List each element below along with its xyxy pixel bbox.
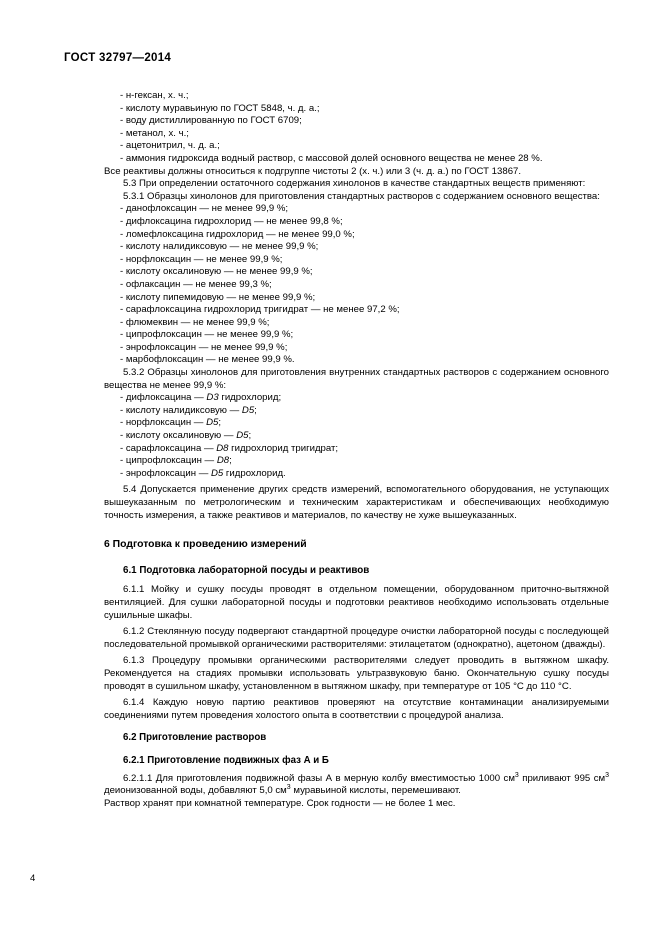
- clause-6-1-2: 6.1.2 Стеклянную посуду подвергают стандартной процедуре очистки лабораторной посуды с последующей последовательной промывкой органическими растворителями: этилацетатом (однократно), ацетоном (дважды).: [104, 626, 609, 650]
- list-item: - флюмеквин — не менее 99,9 %;: [120, 316, 270, 328]
- isotope-label: D5: [206, 417, 219, 429]
- list-item: [104, 417, 609, 430]
- page-number: 4: [30, 873, 36, 884]
- list-item-text-tail: гидрохлорид;: [218, 392, 282, 404]
- list-item: [104, 430, 609, 443]
- list-item: - офлаксацин — не менее 99,3 %;: [120, 278, 272, 290]
- superscript-cubic: 3: [605, 771, 609, 779]
- subsection-heading-6-2: 6.2 Приготовление растворов: [123, 732, 267, 744]
- list-item: - данофлоксацин — не менее 99,9 %;: [120, 203, 289, 215]
- list-item-text-tail: ;: [218, 417, 222, 429]
- clause-6-1-1: 6.1.1 Мойку и сушку посуды проводят в отдельном помещении, оборудованном приточно-вытяжной вентиляцией. Для сушки лабораторной посуды и подготовки реактивов необходимо использовать отдельные сушильные шкафы.: [104, 584, 609, 621]
- subsection-heading-6-1: 6.1 Подготовка лабораторной посуды и реактивов: [123, 564, 370, 576]
- list-item-text-tail: гидрохлорид.: [223, 467, 286, 479]
- clause-6-1-3: 6.1.3 Процедуру промывки органическими растворителями следует проводить в вытяжном шкафу. Рекомендуется на стадиях промывки использовать ультразвуковую баню. Окончательную сушку посуды проводят в сушильном шкафу, установленном в вытяжном шкафу, при температуре от 105 °С до 110 °С.: [104, 655, 609, 692]
- list-item: [104, 443, 609, 456]
- list-item: [104, 405, 609, 418]
- list-item: [104, 392, 609, 405]
- list-item-text: - энрофлоксацин —: [120, 467, 211, 479]
- list-item-text-tail: ;: [229, 455, 232, 467]
- list-item-text: - норфлоксацин —: [120, 417, 207, 429]
- list-item: - норфлоксацин — не менее 99,9 %;: [120, 253, 283, 265]
- clause-text-b: приливают 995 см: [518, 772, 606, 784]
- list-item: - воду дистиллированную по ГОСТ 6709;: [120, 115, 302, 127]
- isotope-label: D5: [241, 404, 255, 416]
- list-item: - кислоту муравьиную по ГОСТ 5848, ч. д. а.;: [120, 102, 320, 114]
- clause-6-1-4: 6.1.4 Каждую новую партию реактивов проверяют на отсутствие контаминации анализируемыми соединениями путем проведения холостого опыта в соответствии с процедурой анализа.: [104, 697, 609, 721]
- list-item: - н-гексан, х. ч.;: [120, 90, 189, 101]
- list-item: - энрофлоксацин — не менее 99,9 %;: [120, 341, 288, 353]
- superscript-cubic: 3: [286, 783, 291, 791]
- list-item-text: - дифлоксацина —: [120, 392, 207, 404]
- list-item: - дифлоксацина гидрохлорид — не менее 99,8 %;: [120, 215, 343, 227]
- list-item: [104, 455, 609, 468]
- storage-note: Раствор хранят при комнатной температуре. Срок годности — не более 1 мес.: [104, 797, 456, 809]
- list-item: - ломефлоксацина гидрохлорид — не менее 99,0 %;: [120, 228, 355, 240]
- list-item: - метанол, х. ч.;: [120, 127, 189, 139]
- subsection-heading-6-2-1: 6.2.1 Приготовление подвижных фаз А и Б: [123, 754, 329, 766]
- list-item-text: - кислоту оксалиновую —: [120, 430, 237, 442]
- list-item: - кислоту пипемидовую — не менее 99,9 %;: [120, 291, 316, 303]
- clause-text-a: 6.2.1.1 Для приготовления подвижной фазы А в мерную колбу вместимостью 1000 см: [123, 772, 515, 784]
- list-item-text-tail: гидрохлорид тригидрат;: [228, 442, 339, 454]
- list-item-text: - кислоту налидиксовую —: [120, 404, 242, 416]
- clause-5-3: 5.3 При определении остаточного содержания хинолонов в качестве стандартных веществ применяют:: [123, 178, 586, 190]
- list-item: - кислоту налидиксовую — не менее 99,9 %;: [120, 241, 319, 253]
- paragraph-purity-note: Все реактивы должны относиться к подгруппе чистоты 2 (х. ч.) или 3 (ч. д. а.) по ГОСТ 13867.: [104, 165, 522, 177]
- page-title: ГОСТ 32797—2014: [64, 52, 172, 64]
- list-item-text: - сарафлоксацина —: [120, 442, 217, 454]
- clause-6-2-1-1: [104, 773, 609, 798]
- list-item: [104, 468, 609, 481]
- list-item: - марбофлоксацин — не менее 99,9 %.: [120, 354, 295, 366]
- list-item: - сарафлоксацина гидрохлорид тригидрат — не менее 97,2 %;: [120, 304, 400, 316]
- clause-text-d: муравьиной кислоты, перемешивают.: [290, 785, 461, 797]
- document-body: [104, 90, 609, 810]
- isotope-label: D8: [216, 442, 229, 454]
- clause-5-4: 5.4 Допускается применение других средств измерений, вспомогательного оборудования, не уступающих вышеуказанным по метрологическим и техническим характеристикам и обеспечивающих необходимую точность измерения, а также реактивов и материалов, по качеству не хуже вышеуказанных.: [104, 484, 609, 521]
- isotope-label: D8: [216, 455, 230, 467]
- isotope-label: D5: [210, 467, 224, 479]
- isotope-label: D5: [236, 430, 249, 442]
- isotope-label: D3: [206, 392, 219, 404]
- list-item: - аммония гидроксида водный раствор, с массовой долей основного вещества не менее 28 %.: [120, 152, 543, 164]
- list-item: - кислоту оксалиновую — не менее 99,9 %;: [120, 266, 313, 278]
- clause-5-3-1: 5.3.1 Образцы хинолонов для приготовления стандартных растворов с содержанием основного вещества:: [123, 190, 600, 202]
- clause-text-c: деионизованной воды, добавляют 5,0 см: [104, 785, 287, 797]
- list-item-text: - ципрофлоксацин —: [120, 455, 217, 467]
- list-item-text-tail: ;: [248, 430, 252, 442]
- superscript-cubic: 3: [514, 771, 519, 779]
- list-item-text-tail: ;: [254, 404, 257, 416]
- list-item: - ацетонитрил, ч. д. а.;: [120, 140, 220, 152]
- clause-5-3-2: 5.3.2 Образцы хинолонов для приготовления внутренних стандартных растворов с содержанием основного вещества не менее 99,9 %:: [104, 367, 609, 391]
- section-heading-6: 6 Подготовка к проведению измерений: [104, 539, 307, 551]
- list-item: - ципрофлоксацин — не менее 99,9 %;: [120, 329, 294, 341]
